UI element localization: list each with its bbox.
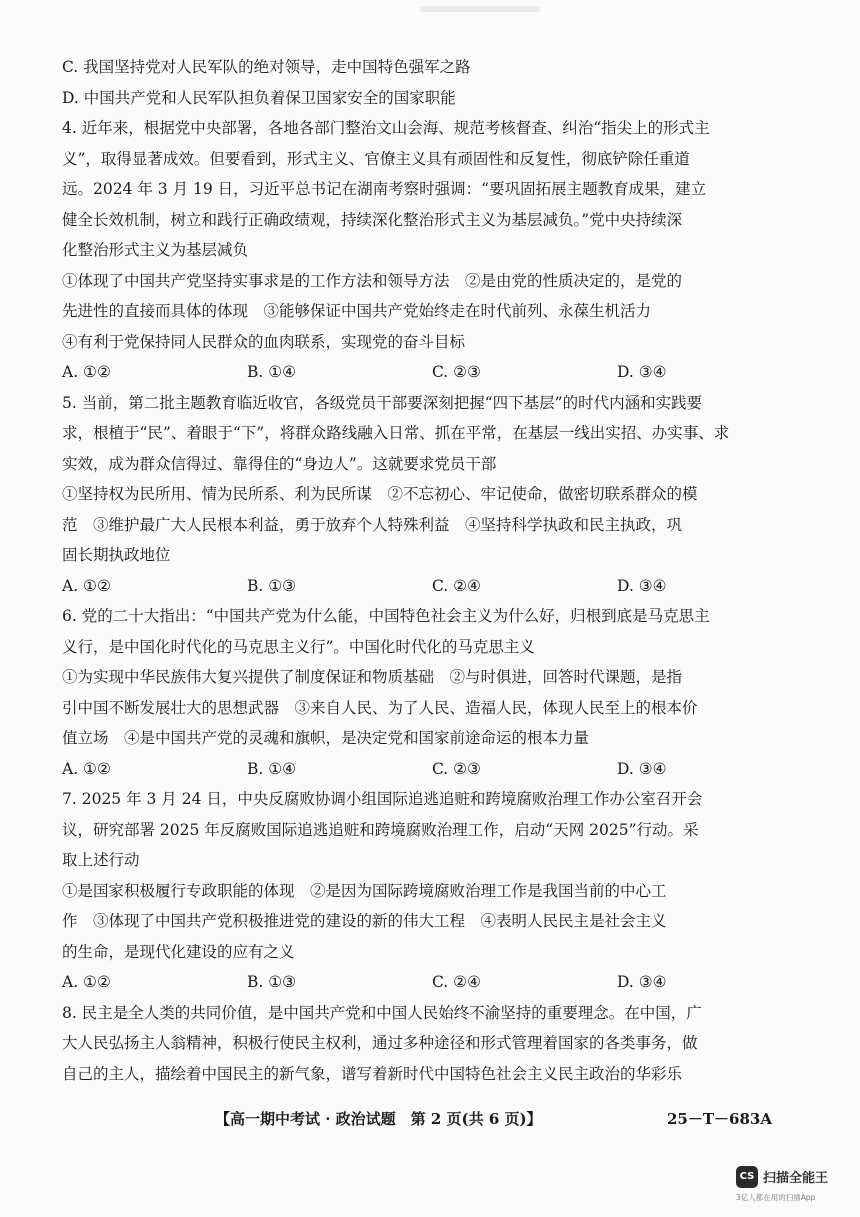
- q4-choice-a: A. ①②: [62, 363, 111, 381]
- q7-line: 取上述行动: [62, 851, 140, 869]
- q5-choices: [62, 571, 802, 602]
- watermark-tagline: 3亿人都在用的扫描App: [736, 1193, 816, 1202]
- q4-line: 先进性的直接而具体的体现 ③能够保证中国共产党始终走在时代前列、永葆生机活力: [62, 302, 652, 320]
- footer-exam-code: 25－T－683A: [667, 1110, 772, 1128]
- q7-line: 的生命，是现代化建设的应有之义: [62, 942, 295, 961]
- q6-choice-d: D. ③④: [617, 759, 667, 778]
- scan-smudge: [420, 6, 540, 12]
- q7-line: 议，研究部署 2025 年反腐败国际追逃追赃和跨境腐败治理工作，启动“天网 2025”行动。采: [62, 820, 699, 839]
- q7-choice-a: A. ①②: [62, 973, 111, 991]
- q4-line: 义”，取得显著成效。但要看到，形式主义、官僚主义具有顽固性和反复性，彻底铲除任重道: [62, 149, 690, 168]
- q4-choices: [62, 357, 802, 388]
- q5-choice-a: A. ①②: [62, 576, 111, 595]
- q7-choices: [62, 967, 802, 998]
- camscanner-logo-icon: CS: [736, 1166, 758, 1188]
- q5-choice-b: B. ①③: [247, 576, 297, 595]
- q7-line: ①是国家积极履行专政职能的体现 ②是因为国际跨境腐败治理工作是我国当前的中心工: [62, 881, 667, 900]
- q3-option-c: C. 我国坚持党对人民军队的绝对领导，走中国特色强军之路: [62, 58, 471, 76]
- q4-choice-c: C. ②③: [432, 363, 481, 381]
- q6-line: ①为实现中华民族伟大复兴提供了制度保证和物质基础 ②与时俱进，回答时代课题，是指: [62, 668, 683, 686]
- q5-line: 范 ③维护最广大人民根本利益，勇于放弃个人特殊利益 ④坚持科学执政和民主执政，巩: [62, 515, 683, 534]
- q4-choice-b: B. ①④: [247, 363, 297, 381]
- q8-line: 大人民弘扬主人翁精神，积极行使民主权利，通过多种途径和形式管理着国家的各类事务，做: [62, 1034, 698, 1052]
- q5-choice-d: D. ③④: [617, 576, 667, 595]
- q5-choice-c: C. ②④: [432, 576, 481, 595]
- q6-line: 值立场 ④是中国共产党的灵魂和旗帜，是决定党和国家前途命运的根本力量: [62, 729, 590, 747]
- q4-line: 健全长效机制，树立和践行正确政绩观，持续深化整治形式主义为基层减负。”党中央持续深: [62, 210, 683, 229]
- q4-line: 远。2024 年 3 月 19 日，习近平总书记在湖南考察时强调：“要巩固拓展主题教育成果，建立: [62, 180, 707, 198]
- q7-choice-d: D. ③④: [617, 973, 667, 991]
- q3-option-d: D. 中国共产党和人民军队担负着保卫国家安全的国家职能: [62, 88, 456, 107]
- question-6: [62, 601, 802, 784]
- q5-line: 实效，成为群众信得过、靠得住的“身边人”。这就要求党员干部: [62, 454, 497, 473]
- q7-line: 作 ③体现了中国共产党积极推进党的建设的新的伟大工程 ④表明人民民主是社会主义: [62, 912, 667, 930]
- q6-choice-a: A. ①②: [62, 759, 111, 778]
- q6-line: 6. 党的二十大指出：“中国共产党为什么能，中国特色社会主义为什么好，归根到底是马克思主: [62, 607, 710, 625]
- q6-choices: [62, 754, 802, 785]
- q4-line: ①体现了中国共产党坚持实事求是的工作方法和领导方法 ②是由党的性质决定的，是党的: [62, 271, 683, 290]
- q8-line: 8. 民主是全人类的共同价值，是中国共产党和中国人民始终不渝坚持的重要理念。在中国，广: [62, 1003, 702, 1022]
- q7-choice-b: B. ①③: [247, 973, 297, 991]
- q7-choice-c: C. ②④: [432, 973, 481, 991]
- q5-line: 固长期执政地位: [62, 546, 171, 564]
- question-4: [62, 113, 802, 388]
- question-8: [62, 998, 802, 1090]
- page-content: [62, 52, 802, 1089]
- q4-line: ④有利于党保持同人民群众的血肉联系，实现党的奋斗目标: [62, 332, 466, 351]
- question-7: [62, 784, 802, 998]
- footer-page-info: 【高一期中考试 · 政治试题 第 2 页(共 6 页)】: [215, 1110, 542, 1128]
- q6-choice-c: C. ②③: [432, 759, 481, 778]
- q5-line: 求，根植于“民”、着眼于“下”，将群众路线融入日常、抓在平常，在基层一线出实招、办实事、求: [62, 424, 730, 442]
- q5-line: ①坚持权为民所用、情为民所系、利为民所谋 ②不忘初心、牢记使命，做密切联系群众的模: [62, 485, 698, 503]
- q6-choice-b: B. ①④: [247, 759, 297, 778]
- scanner-watermark: [736, 1164, 846, 1208]
- question-5: [62, 388, 802, 602]
- q4-line: 4. 近年来，根据党中央部署，各地各部门整治文山会海、规范考核督查、纠治“指尖上的形式主: [62, 119, 710, 137]
- q5-line: 5. 当前，第二批主题教育临近收官，各级党员干部要深刻把握“四下基层”的时代内涵和实践要: [62, 393, 703, 412]
- q4-choice-d: D. ③④: [617, 363, 667, 381]
- q8-line: 自己的主人，描绘着中国民主的新气象，谱写着新时代中国特色社会主义民主政治的华彩乐: [62, 1064, 683, 1083]
- q4-line: 化整治形式主义为基层减负: [62, 241, 249, 259]
- q6-line: 义行，是中国化时代化的马克思主义行”。中国化时代化的马克思主义: [62, 637, 535, 656]
- q7-line: 7. 2025 年 3 月 24 日，中央反腐败协调小组国际追逃追赃和跨境腐败治理工作办公室召开会: [62, 790, 703, 808]
- watermark-app-name: 扫描全能王: [763, 1171, 829, 1186]
- q6-line: 引中国不断发展壮大的思想武器 ③来自人民、为了人民、造福人民，体现人民至上的根本价: [62, 698, 698, 717]
